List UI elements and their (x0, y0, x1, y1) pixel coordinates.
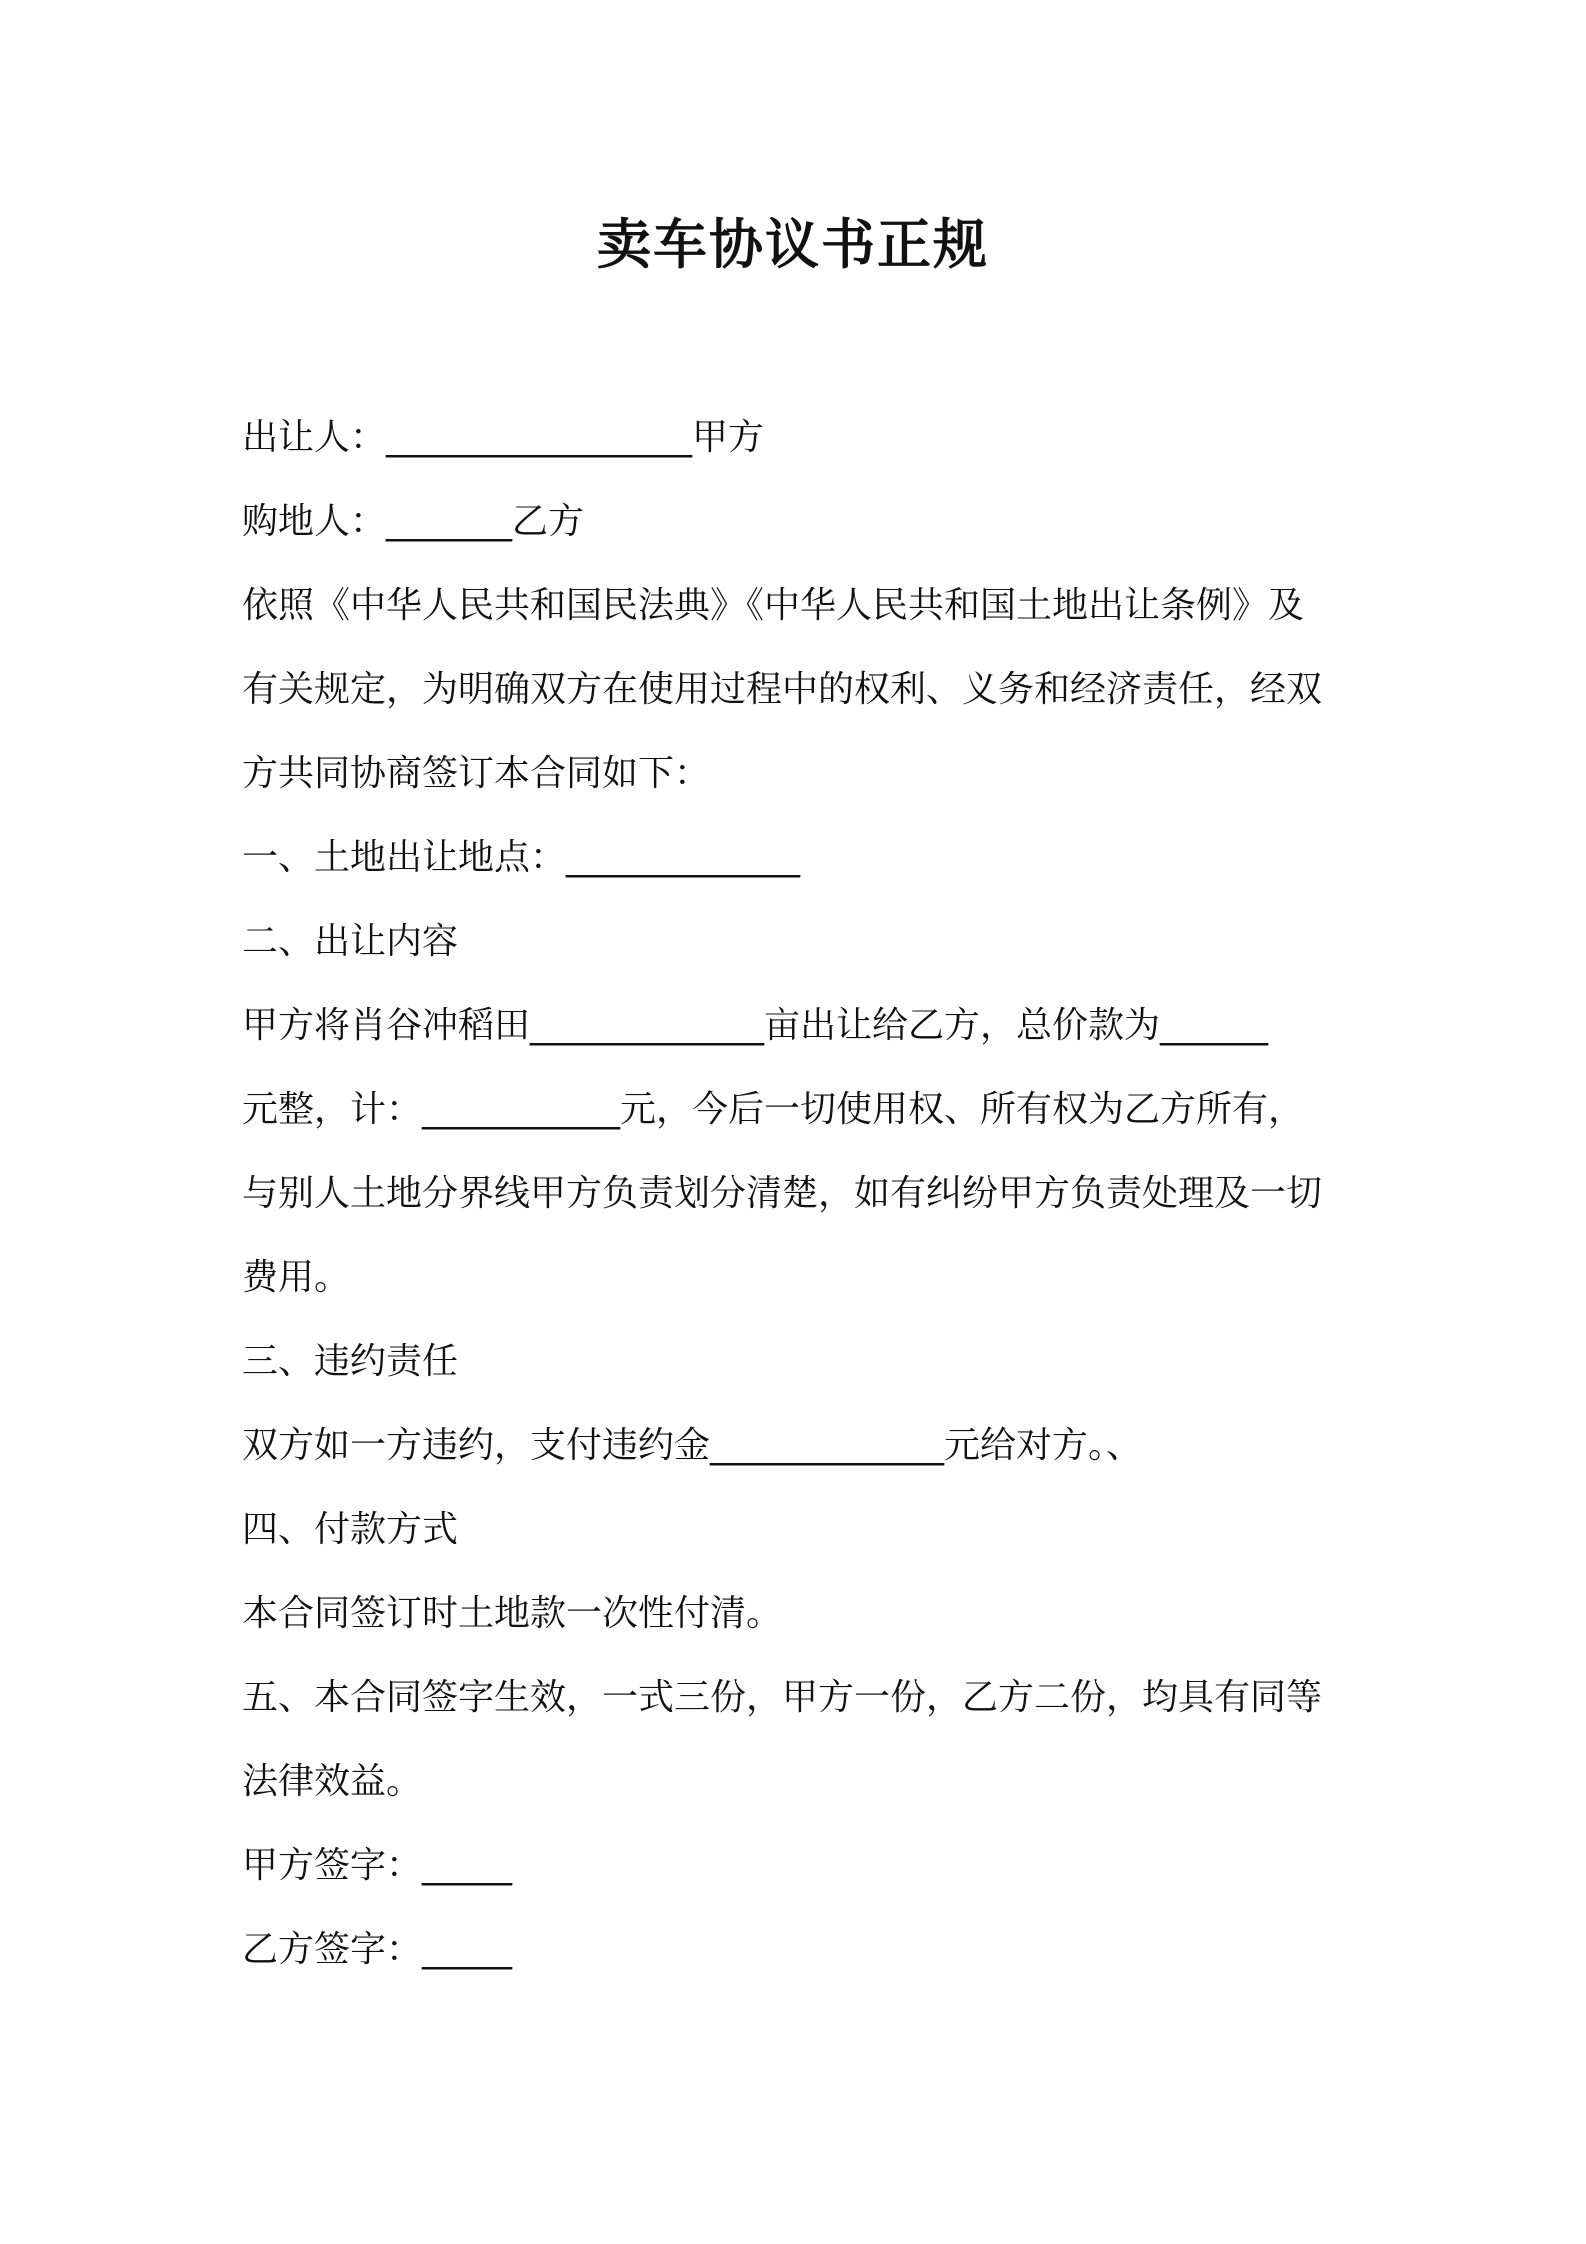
clause-2-line-4: 费用。 (242, 1257, 351, 1298)
document-title: 卖车协议书正规 (597, 213, 989, 276)
clause-2-line-3: 与别人土地分界线甲方负责划分清楚，如有纠纷甲方负责处理及一切 (242, 1173, 1323, 1214)
preamble-line-3: 方共同协商签订本合同如下： (242, 753, 711, 794)
seller-line: 出让人：_________________甲方 (242, 417, 765, 458)
buyer-line: 购地人：_______乙方 (242, 501, 585, 542)
clause-2-heading: 二、出让内容 (242, 921, 459, 962)
clause-1-location: 一、土地出让地点：_____________ (242, 837, 801, 878)
party-a-signature: 甲方签字：_____ (242, 1845, 513, 1886)
clause-5-line-2: 法律效益。 (242, 1761, 423, 1802)
clause-4-line-1: 本合同签订时土地款一次性付清。 (242, 1593, 783, 1634)
preamble-line-1: 依照《中华人民共和国民法典》《中华人民共和国土地出让条例》及 (242, 585, 1305, 626)
clause-4-heading: 四、付款方式 (242, 1509, 459, 1550)
preamble-line-2: 有关规定，为明确双方在使用过程中的权利、义务和经济责任，经双 (242, 669, 1323, 710)
party-b-signature: 乙方签字：_____ (242, 1929, 513, 1970)
clause-5-line-1: 五、本合同签字生效，一式三份，甲方一份，乙方二份，均具有同等 (242, 1677, 1323, 1718)
clause-3-line-1: 双方如一方违约，支付违约金_____________元给对方。、 (242, 1425, 1143, 1466)
clause-2-line-1: 甲方将肖谷冲稻田_____________亩出让给乙方，总价款为______ (242, 1005, 1269, 1046)
clause-3-heading: 三、违约责任 (242, 1341, 459, 1382)
clause-2-line-2: 元整，计：___________元，今后一切使用权、所有权为乙方所有， (242, 1089, 1305, 1130)
